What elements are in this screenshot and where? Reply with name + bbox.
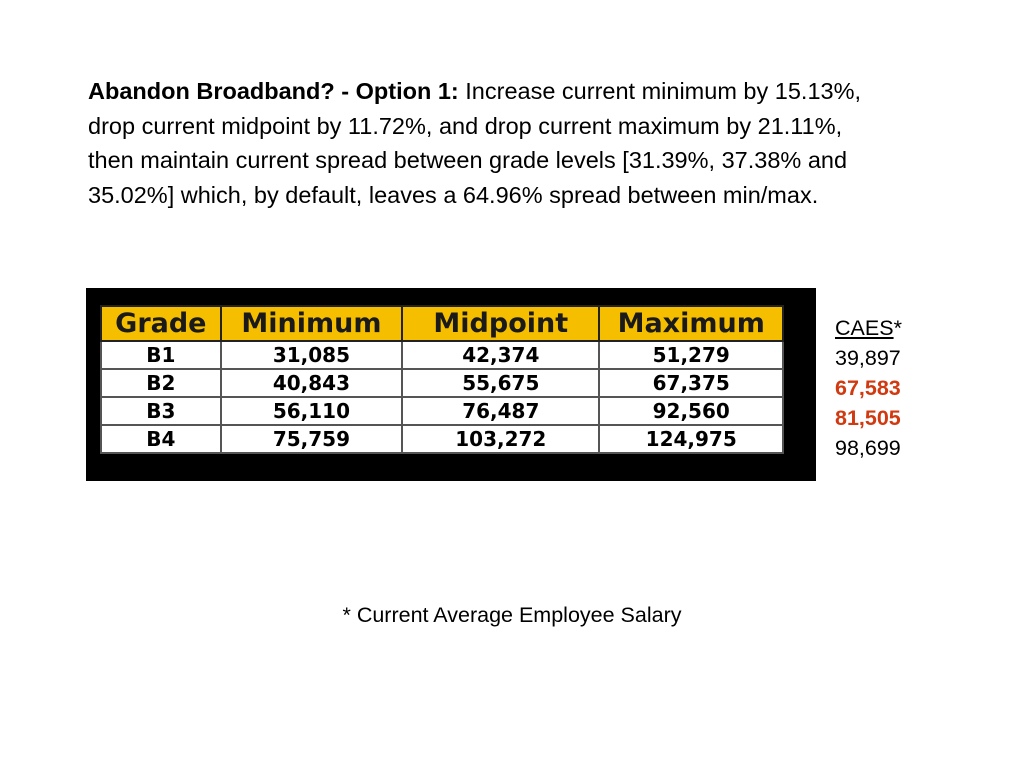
cell-grade: B3 (101, 397, 221, 425)
header-midpoint: Midpoint (402, 306, 599, 341)
table-row (101, 369, 783, 397)
cell-minimum: 56,110 (221, 397, 403, 425)
salary-table (100, 305, 784, 454)
cell-maximum: 67,375 (599, 369, 783, 397)
caes-value-highlighted: 81,505 (835, 406, 901, 430)
table-header-row (101, 306, 783, 341)
caes-heading (835, 313, 935, 343)
header-maximum: Maximum (599, 306, 783, 341)
cell-grade: B1 (101, 341, 221, 369)
intro-body: Increase current minimum by 15.13%, drop current midpoint by 11.72%, and drop current maximum by 21.11%, then maintain current spread between grade levels [31.39%, 37.38% and 35.02%] which, by default, leaves a 64.96% spread between min/max. (88, 78, 862, 208)
cell-minimum: 31,085 (221, 341, 403, 369)
caes-value: 39,897 (835, 346, 901, 370)
cell-maximum: 51,279 (599, 341, 783, 369)
cell-grade: B2 (101, 369, 221, 397)
table-row (101, 425, 783, 453)
cell-maximum: 92,560 (599, 397, 783, 425)
cell-midpoint: 55,675 (402, 369, 599, 397)
cell-maximum: 124,975 (599, 425, 783, 453)
table-row (101, 397, 783, 425)
footnote: * Current Average Employee Salary (342, 603, 682, 627)
caes-asterisk: * (893, 316, 902, 340)
cell-midpoint: 103,272 (402, 425, 599, 453)
header-grade: Grade (101, 306, 221, 341)
caes-value: 98,699 (835, 436, 901, 460)
salary-table-frame (86, 288, 816, 481)
header-minimum: Minimum (221, 306, 403, 341)
cell-midpoint: 76,487 (402, 397, 599, 425)
intro-paragraph (88, 74, 888, 212)
cell-minimum: 75,759 (221, 425, 403, 453)
caes-column (835, 313, 935, 463)
cell-minimum: 40,843 (221, 369, 403, 397)
cell-grade: B4 (101, 425, 221, 453)
intro-bold-lead: Abandon Broadband? - Option 1: (88, 78, 459, 104)
caes-title: CAES (835, 316, 894, 340)
cell-midpoint: 42,374 (402, 341, 599, 369)
caes-value-highlighted: 67,583 (835, 376, 901, 400)
table-row (101, 341, 783, 369)
